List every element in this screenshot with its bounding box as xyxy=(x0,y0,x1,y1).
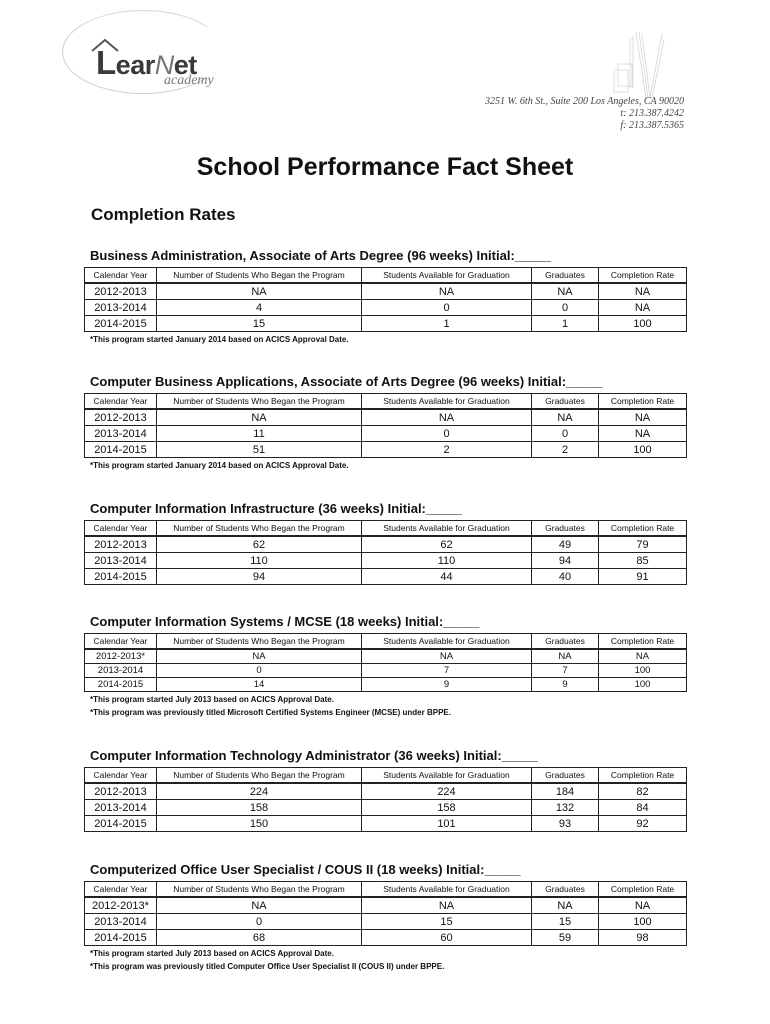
program-title: Computer Information Technology Administrator (36 weeks) Initial:_____ xyxy=(90,748,538,763)
cell-began: NA xyxy=(157,409,362,426)
program-section xyxy=(84,500,686,585)
cell-graduates: 93 xyxy=(532,816,599,832)
table-header-row xyxy=(85,768,687,784)
section-heading: Completion Rates xyxy=(91,205,236,224)
cell-graduates: 132 xyxy=(532,800,599,816)
cell-rate: 100 xyxy=(599,664,687,678)
table-row xyxy=(85,316,687,332)
cell-graduates: NA xyxy=(532,409,599,426)
cell-rate: 92 xyxy=(599,816,687,832)
column-header-began: Number of Students Who Began the Program xyxy=(157,634,362,650)
cell-available: 62 xyxy=(362,536,532,553)
column-header-available: Students Available for Graduation xyxy=(362,882,532,898)
program-note: *This program started July 2013 based on ACICS Approval Date. xyxy=(90,949,334,958)
cell-graduates: 0 xyxy=(532,426,599,442)
column-header-rate: Completion Rate xyxy=(599,521,687,537)
cell-available: 0 xyxy=(362,300,532,316)
cell-graduates: NA xyxy=(532,649,599,664)
cell-graduates: NA xyxy=(532,283,599,300)
cell-graduates: 9 xyxy=(532,678,599,692)
column-header-available: Students Available for Graduation xyxy=(362,521,532,537)
cell-rate: 79 xyxy=(599,536,687,553)
cell-began: 15 xyxy=(157,316,362,332)
column-header-year: Calendar Year xyxy=(85,634,157,650)
cell-year: 2013-2014 xyxy=(85,300,157,316)
cell-year: 2013-2014 xyxy=(85,914,157,930)
cell-graduates: 2 xyxy=(532,442,599,458)
cell-began: 94 xyxy=(157,569,362,585)
table-row xyxy=(85,783,687,800)
cell-available: 9 xyxy=(362,678,532,692)
cell-rate: 84 xyxy=(599,800,687,816)
cell-graduates: 15 xyxy=(532,914,599,930)
column-header-year: Calendar Year xyxy=(85,521,157,537)
column-header-rate: Completion Rate xyxy=(599,394,687,410)
cell-available: NA xyxy=(362,283,532,300)
completion-table xyxy=(84,520,687,585)
column-header-graduates: Graduates xyxy=(532,394,599,410)
completion-table xyxy=(84,393,687,458)
cell-graduates: 7 xyxy=(532,664,599,678)
address-line: 3251 W. 6th St., Suite 200 Los Angeles, CA 90020 xyxy=(485,96,684,107)
cell-began: 150 xyxy=(157,816,362,832)
column-header-began: Number of Students Who Began the Program xyxy=(157,268,362,284)
program-section xyxy=(84,373,686,471)
cell-available: NA xyxy=(362,897,532,914)
cell-year: 2014-2015 xyxy=(85,442,157,458)
logo-subtitle: academy xyxy=(164,73,214,88)
program-title: Business Administration, Associate of Arts Degree (96 weeks) Initial:_____ xyxy=(90,248,551,263)
cell-year: 2012-2013* xyxy=(85,897,157,914)
table-row xyxy=(85,914,687,930)
program-note: *This program started July 2013 based on ACICS Approval Date. xyxy=(90,695,334,704)
table-row xyxy=(85,800,687,816)
table-row xyxy=(85,569,687,585)
column-header-rate: Completion Rate xyxy=(599,268,687,284)
table-header-row xyxy=(85,634,687,650)
column-header-available: Students Available for Graduation xyxy=(362,268,532,284)
column-header-year: Calendar Year xyxy=(85,268,157,284)
cell-year: 2014-2015 xyxy=(85,678,157,692)
table-row xyxy=(85,649,687,664)
cell-available: 101 xyxy=(362,816,532,832)
cell-began: NA xyxy=(157,649,362,664)
cell-year: 2014-2015 xyxy=(85,816,157,832)
cell-year: 2014-2015 xyxy=(85,316,157,332)
column-header-year: Calendar Year xyxy=(85,394,157,410)
cell-graduates: 40 xyxy=(532,569,599,585)
phone-number: t: 213.387.4242 xyxy=(620,108,684,119)
cell-began: 62 xyxy=(157,536,362,553)
cell-available: 224 xyxy=(362,783,532,800)
cell-rate: NA xyxy=(599,300,687,316)
program-section xyxy=(84,247,686,345)
column-header-rate: Completion Rate xyxy=(599,768,687,784)
program-title: Computer Information Systems / MCSE (18 weeks) Initial:_____ xyxy=(90,614,480,629)
cell-began: NA xyxy=(157,897,362,914)
cell-year: 2014-2015 xyxy=(85,569,157,585)
column-header-graduates: Graduates xyxy=(532,268,599,284)
cell-available: 1 xyxy=(362,316,532,332)
cell-available: 44 xyxy=(362,569,532,585)
cell-year: 2012-2013 xyxy=(85,783,157,800)
cell-began: NA xyxy=(157,283,362,300)
cell-rate: 82 xyxy=(599,783,687,800)
cell-available: 158 xyxy=(362,800,532,816)
table-row xyxy=(85,536,687,553)
program-section xyxy=(84,861,686,972)
program-section xyxy=(84,747,686,832)
cell-graduates: 94 xyxy=(532,553,599,569)
cell-available: 15 xyxy=(362,914,532,930)
cell-year: 2013-2014 xyxy=(85,800,157,816)
cell-available: 2 xyxy=(362,442,532,458)
table-row xyxy=(85,678,687,692)
program-title: Computer Information Infrastructure (36 weeks) Initial:_____ xyxy=(90,501,463,516)
cell-began: 224 xyxy=(157,783,362,800)
column-header-began: Number of Students Who Began the Program xyxy=(157,521,362,537)
cell-rate: NA xyxy=(599,649,687,664)
cell-available: 110 xyxy=(362,553,532,569)
column-header-began: Number of Students Who Began the Program xyxy=(157,768,362,784)
table-header-row xyxy=(85,394,687,410)
cell-year: 2013-2014 xyxy=(85,553,157,569)
completion-table xyxy=(84,881,687,946)
program-section xyxy=(84,613,686,718)
cell-began: 110 xyxy=(157,553,362,569)
cell-year: 2012-2013 xyxy=(85,409,157,426)
table-row xyxy=(85,553,687,569)
column-header-available: Students Available for Graduation xyxy=(362,394,532,410)
address-block xyxy=(485,96,684,132)
table-row xyxy=(85,442,687,458)
program-title: Computer Business Applications, Associate of Arts Degree (96 weeks) Initial:_____ xyxy=(90,374,603,389)
cell-rate: 100 xyxy=(599,678,687,692)
cell-graduates: NA xyxy=(532,897,599,914)
table-row xyxy=(85,300,687,316)
table-row xyxy=(85,897,687,914)
cell-began: 14 xyxy=(157,678,362,692)
cell-available: NA xyxy=(362,649,532,664)
table-header-row xyxy=(85,521,687,537)
column-header-rate: Completion Rate xyxy=(599,634,687,650)
column-header-graduates: Graduates xyxy=(532,882,599,898)
program-note: *This program was previously titled Computer Office User Specialist II (COUS II) under BPPE. xyxy=(90,962,445,971)
table-row xyxy=(85,283,687,300)
table-row xyxy=(85,816,687,832)
cell-available: 7 xyxy=(362,664,532,678)
column-header-graduates: Graduates xyxy=(532,768,599,784)
cell-rate: 85 xyxy=(599,553,687,569)
cell-began: 4 xyxy=(157,300,362,316)
cell-graduates: 184 xyxy=(532,783,599,800)
table-row xyxy=(85,409,687,426)
column-header-rate: Completion Rate xyxy=(599,882,687,898)
program-title: Computerized Office User Specialist / COUS II (18 weeks) Initial:_____ xyxy=(90,862,521,877)
cell-began: 11 xyxy=(157,426,362,442)
completion-table xyxy=(84,633,687,692)
watermark-emblem-icon xyxy=(606,28,666,100)
cell-year: 2012-2013 xyxy=(85,536,157,553)
cell-rate: NA xyxy=(599,426,687,442)
column-header-year: Calendar Year xyxy=(85,882,157,898)
column-header-graduates: Graduates xyxy=(532,521,599,537)
column-header-began: Number of Students Who Began the Program xyxy=(157,882,362,898)
cell-rate: 100 xyxy=(599,914,687,930)
cell-rate: NA xyxy=(599,897,687,914)
column-header-available: Students Available for Graduation xyxy=(362,634,532,650)
cell-began: 51 xyxy=(157,442,362,458)
fax-number: f: 213.387.5365 xyxy=(620,120,684,131)
page-title: School Performance Fact Sheet xyxy=(196,153,574,181)
column-header-began: Number of Students Who Began the Program xyxy=(157,394,362,410)
cell-year: 2014-2015 xyxy=(85,930,157,946)
cell-year: 2012-2013* xyxy=(85,649,157,664)
program-note: *This program started January 2014 based on ACICS Approval Date. xyxy=(90,461,349,470)
cell-began: 68 xyxy=(157,930,362,946)
program-note: *This program started January 2014 based on ACICS Approval Date. xyxy=(90,335,349,344)
cell-began: 158 xyxy=(157,800,362,816)
cell-available: NA xyxy=(362,409,532,426)
cell-rate: 100 xyxy=(599,442,687,458)
cell-year: 2013-2014 xyxy=(85,426,157,442)
cell-year: 2012-2013 xyxy=(85,283,157,300)
cell-graduates: 0 xyxy=(532,300,599,316)
cell-rate: 91 xyxy=(599,569,687,585)
cell-graduates: 49 xyxy=(532,536,599,553)
column-header-available: Students Available for Graduation xyxy=(362,768,532,784)
table-header-row xyxy=(85,882,687,898)
column-header-year: Calendar Year xyxy=(85,768,157,784)
company-logo: LearNet xyxy=(96,44,197,81)
cell-rate: 98 xyxy=(599,930,687,946)
program-note: *This program was previously titled Microsoft Certified Systems Engineer (MCSE) under BPPE. xyxy=(90,708,451,717)
table-row xyxy=(85,930,687,946)
completion-table xyxy=(84,267,687,332)
cell-available: 60 xyxy=(362,930,532,946)
table-row xyxy=(85,426,687,442)
cell-rate: NA xyxy=(599,283,687,300)
cell-rate: 100 xyxy=(599,316,687,332)
cell-rate: NA xyxy=(599,409,687,426)
cell-began: 0 xyxy=(157,664,362,678)
cell-graduates: 1 xyxy=(532,316,599,332)
cell-graduates: 59 xyxy=(532,930,599,946)
cell-began: 0 xyxy=(157,914,362,930)
table-row xyxy=(85,664,687,678)
column-header-graduates: Graduates xyxy=(532,634,599,650)
cell-year: 2013-2014 xyxy=(85,664,157,678)
cell-available: 0 xyxy=(362,426,532,442)
table-header-row xyxy=(85,268,687,284)
completion-table xyxy=(84,767,687,832)
